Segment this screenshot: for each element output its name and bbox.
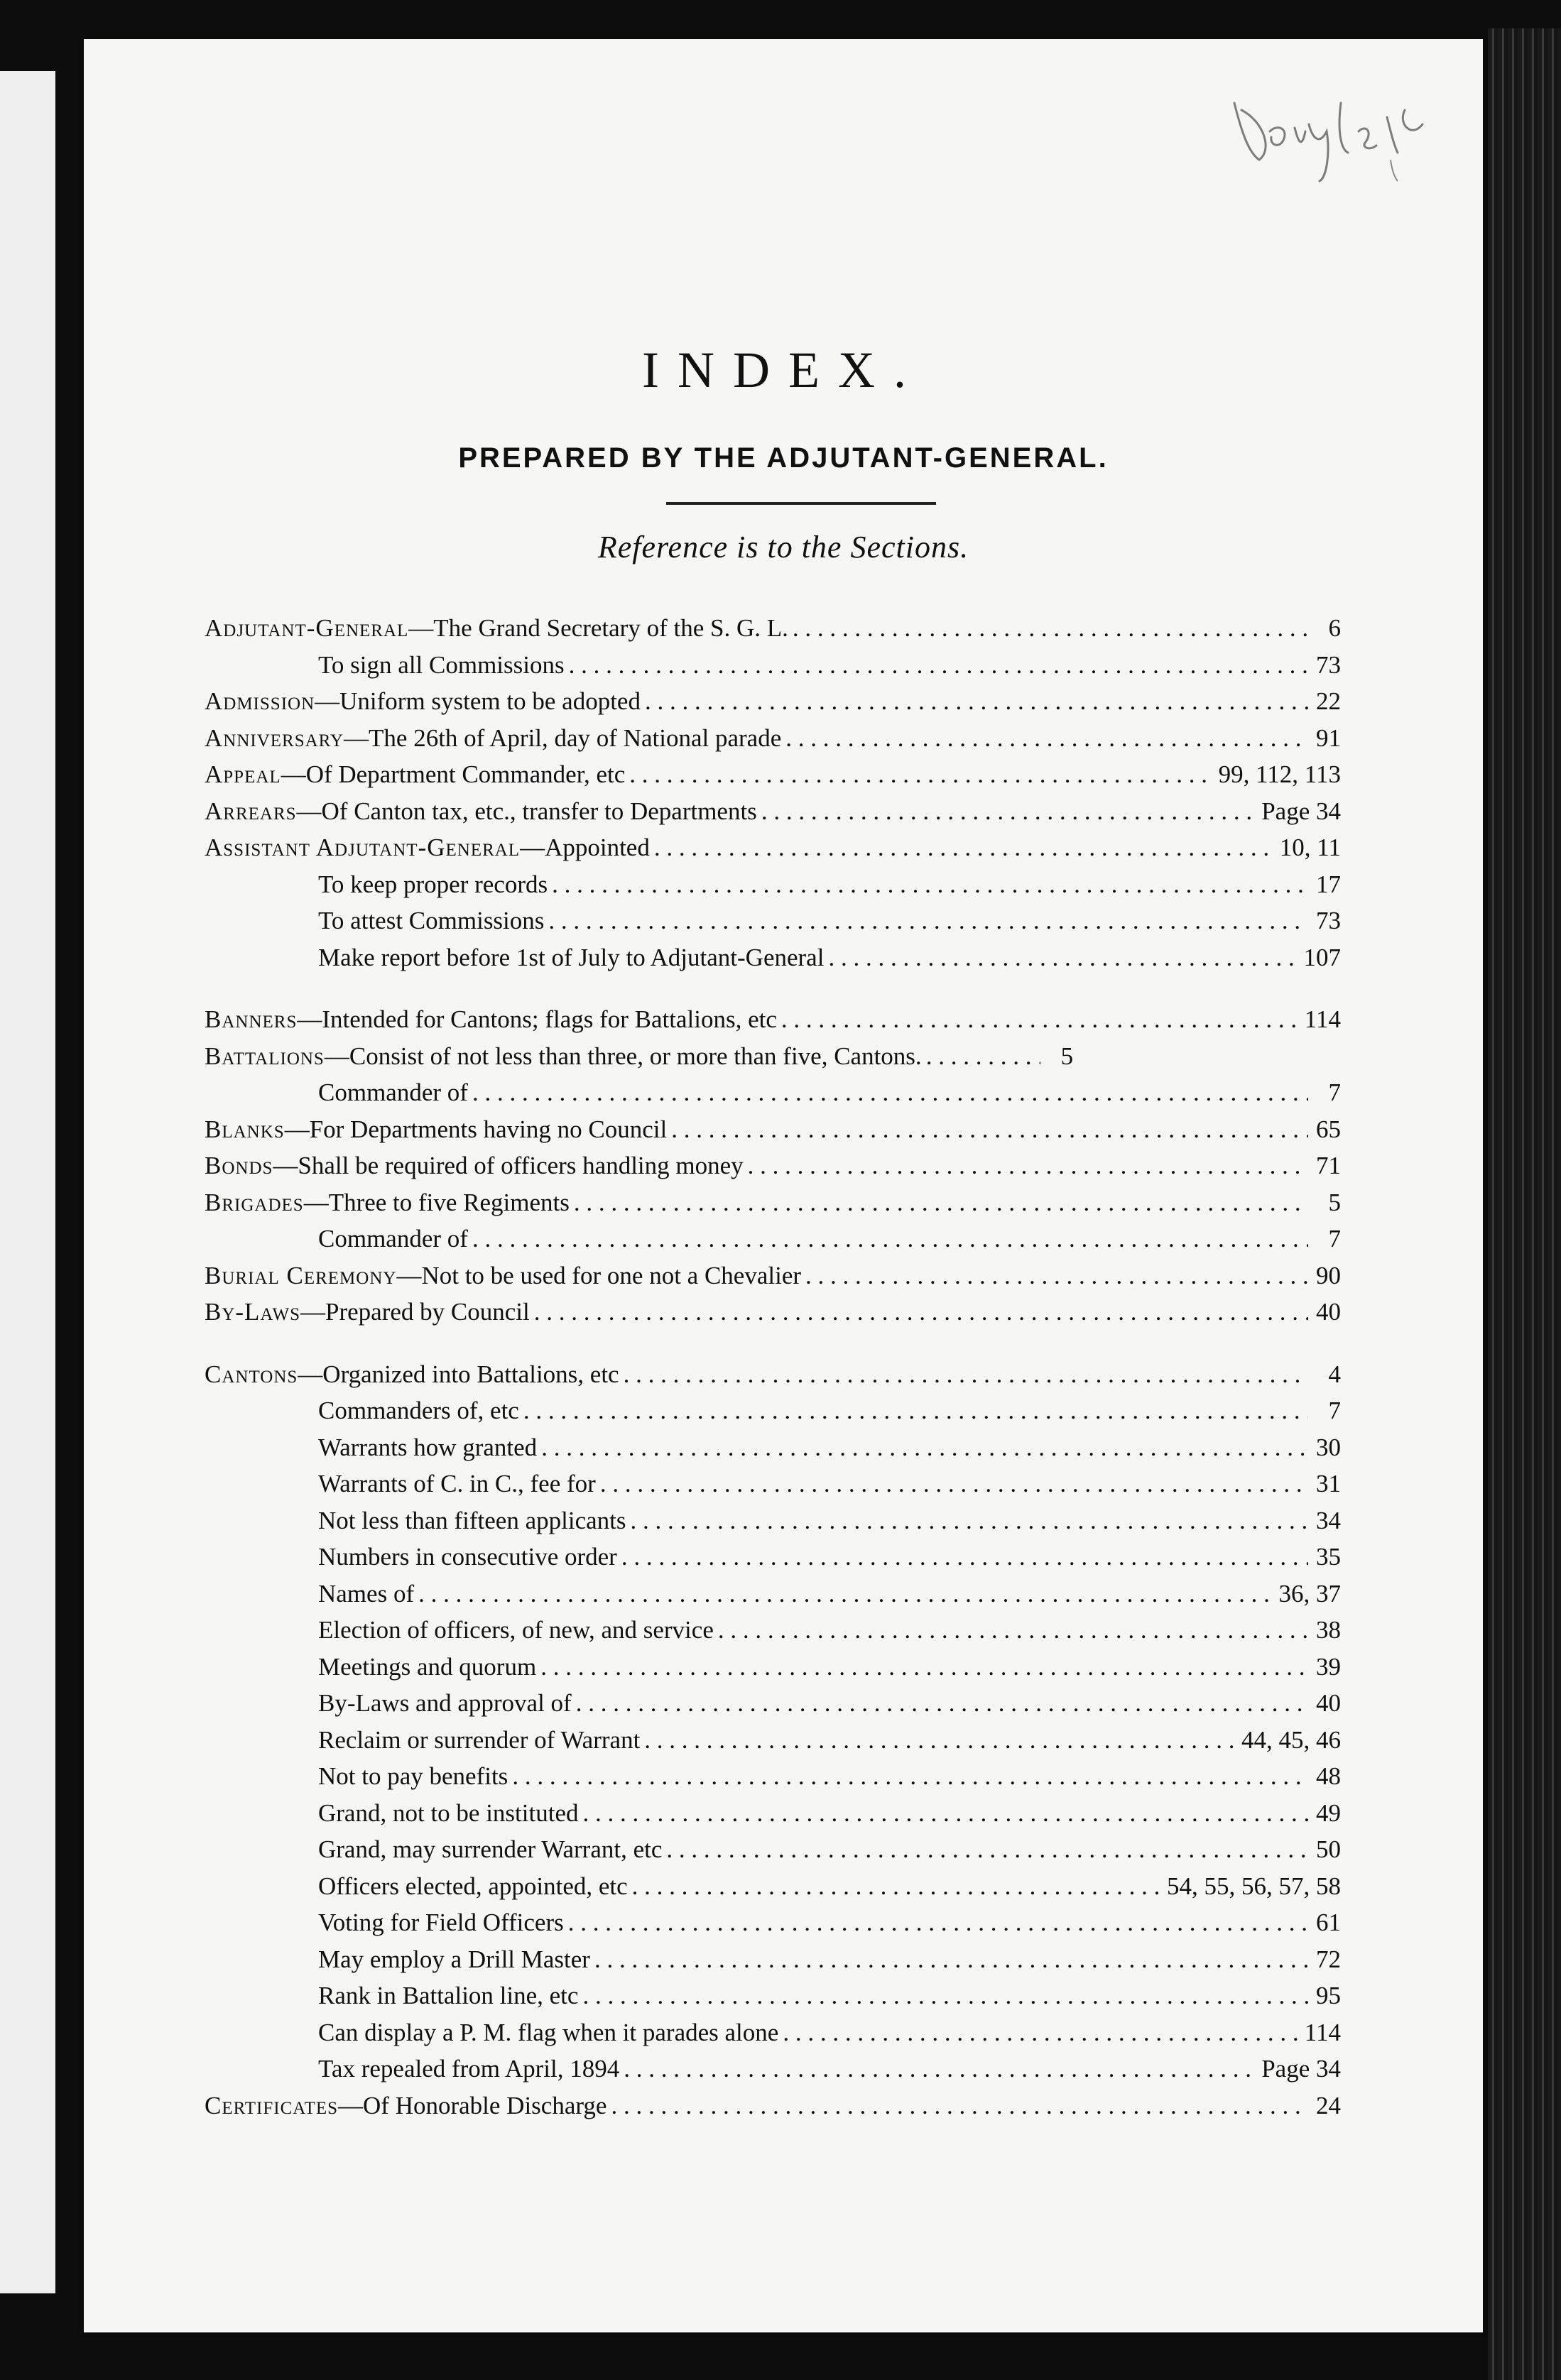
dot-leader <box>534 1298 1308 1326</box>
index-entry <box>205 687 1341 724</box>
dot-leader <box>576 1689 1308 1718</box>
entry-description: Reclaim or surrender of Warrant <box>318 1725 641 1754</box>
dot-leader <box>621 1543 1308 1571</box>
entry-heading: Arrears <box>205 797 297 825</box>
index-subentry <box>205 1689 1341 1726</box>
index-entry <box>205 1005 1341 1042</box>
section-reference: 40 <box>1316 1298 1341 1326</box>
entry-description: —Of Canton tax, etc., transfer to Departments <box>296 797 757 825</box>
section-reference: 24 <box>1316 2091 1341 2119</box>
section-reference: 4 <box>1328 1360 1341 1388</box>
previous-page-edge <box>0 71 55 2293</box>
section-reference: 30 <box>1316 1433 1341 1461</box>
entry-description: To sign all Commissions <box>318 650 565 679</box>
entry-description: Voting for Field Officers <box>318 1909 564 1936</box>
section-reference: 48 <box>1316 1762 1341 1790</box>
dot-leader <box>629 760 1214 789</box>
dot-leader <box>574 1189 1308 1217</box>
index-entry <box>205 614 1341 651</box>
index-entry <box>205 1360 1341 1397</box>
entry-heading: Blanks <box>205 1115 285 1143</box>
book-binding-edge <box>1488 28 1561 2380</box>
entry-description: May employ a Drill Master <box>318 1945 590 1973</box>
index-subentry <box>205 1945 1341 1982</box>
entry-description: —Not to be used for one not a Chevalier <box>396 1261 802 1289</box>
index-subentry <box>205 907 1341 944</box>
index-subentry <box>205 2019 1341 2056</box>
dot-leader <box>793 614 1308 643</box>
section-reference: 38 <box>1316 1616 1341 1644</box>
entry-description: —Uniform system to be adopted <box>315 687 641 715</box>
dot-leader <box>568 1909 1308 1937</box>
section-reference: 54, 55, 56, 57, 58 <box>1167 1872 1341 1900</box>
entry-description: Officers elected, appointed, etc <box>318 1872 628 1900</box>
index-subentry <box>205 1580 1341 1617</box>
book-page <box>84 39 1483 2332</box>
section-reference: 72 <box>1316 1945 1341 1973</box>
index-entry <box>205 1298 1341 1335</box>
dot-leader <box>654 834 1276 862</box>
dot-leader <box>611 2092 1308 2120</box>
section-reference: 95 <box>1316 1982 1341 2009</box>
entry-heading: Bonds <box>205 1152 273 1179</box>
entry-description: Can display a P. M. flag when it parades alone <box>318 2018 779 2046</box>
entry-description: Commanders of, etc <box>318 1397 519 1424</box>
entry-heading: Banners <box>205 1005 298 1033</box>
dot-leader <box>630 1507 1308 1535</box>
entry-description: —Prepared by Council <box>300 1298 530 1326</box>
index-entry <box>205 834 1341 870</box>
section-reference: 39 <box>1316 1652 1341 1681</box>
entry-description: Grand, may surrender Warrant, etc <box>318 1835 663 1863</box>
entry-description: Meetings and quorum <box>318 1652 537 1681</box>
section-reference: Page 34 <box>1261 2055 1341 2082</box>
index-subentry <box>205 944 1341 981</box>
section-reference: 7 <box>1328 1225 1341 1252</box>
section-reference: 40 <box>1316 1689 1341 1717</box>
section-reference: 50 <box>1316 1835 1341 1863</box>
index-list <box>205 614 1341 2128</box>
entry-heading: By-Laws <box>205 1298 300 1326</box>
entry-description: Numbers in consecutive order <box>318 1543 617 1571</box>
dot-leader <box>552 870 1308 899</box>
dot-leader <box>472 1225 1308 1253</box>
dot-leader <box>418 1580 1274 1608</box>
dot-leader <box>926 1042 1040 1071</box>
entry-description: Election of officers, of new, and service <box>318 1616 714 1644</box>
section-reference: 5 <box>1328 1188 1341 1216</box>
dot-leader <box>600 1470 1308 1498</box>
section-reference: 17 <box>1316 870 1341 898</box>
index-subentry <box>205 1397 1341 1434</box>
entry-description: —Of Honorable Discharge <box>338 2091 607 2119</box>
section-reference: 5 <box>1060 1042 1074 1070</box>
entry-heading: Cantons <box>205 1360 298 1388</box>
dot-leader <box>666 1835 1308 1864</box>
entry-description: —Organized into Battalions, etc <box>298 1360 619 1388</box>
title-rule <box>666 502 936 505</box>
entry-description: —Three to five Regiments <box>303 1188 570 1216</box>
index-subentry <box>205 1909 1341 1945</box>
section-reference: 7 <box>1328 1079 1341 1106</box>
entry-description: Commander of <box>318 1225 468 1252</box>
dot-leader <box>828 944 1299 972</box>
section-reference: 73 <box>1316 650 1341 679</box>
dot-leader <box>512 1762 1308 1791</box>
entry-description: Not to pay benefits <box>318 1762 508 1790</box>
index-entry <box>205 2092 1341 2129</box>
entry-heading: Anniversary <box>205 724 344 752</box>
entry-description: —Appointed <box>520 834 650 861</box>
dot-leader <box>781 1005 1300 1034</box>
section-reference: 91 <box>1316 724 1341 752</box>
entry-heading: Admission <box>205 687 315 715</box>
index-subentry <box>205 1726 1341 1763</box>
entry-description: Commander of <box>318 1079 468 1106</box>
dot-leader <box>805 1262 1308 1290</box>
entry-description: —Shall be required of officers handling money <box>273 1152 744 1179</box>
dot-leader <box>671 1115 1308 1144</box>
section-reference: 114 <box>1304 1005 1341 1033</box>
section-reference: 31 <box>1316 1470 1341 1497</box>
section-reference: 107 <box>1303 943 1341 971</box>
section-reference: 44, 45, 46 <box>1241 1725 1341 1754</box>
section-reference: 99, 112, 113 <box>1218 760 1341 788</box>
dot-leader <box>548 907 1308 935</box>
index-entry <box>205 724 1341 761</box>
dot-leader <box>541 1434 1308 1462</box>
entry-description: —The Grand Secretary of the S. G. L. <box>408 614 788 642</box>
dot-leader <box>594 1945 1308 1974</box>
entry-description: Warrants how granted <box>318 1433 538 1461</box>
entry-description: Warrants of C. in C., fee for <box>318 1470 596 1497</box>
index-subentry <box>205 1982 1341 2019</box>
dot-leader <box>783 2019 1300 2047</box>
section-reference: 65 <box>1316 1115 1341 1143</box>
dot-leader <box>645 687 1308 716</box>
entry-heading: Brigades <box>205 1188 304 1216</box>
entry-heading: Assistant Adjutant-General <box>205 834 521 861</box>
section-reference: 73 <box>1316 907 1341 934</box>
section-reference: 71 <box>1316 1152 1341 1179</box>
dot-leader <box>582 1799 1308 1828</box>
dot-leader <box>644 1726 1237 1754</box>
section-reference: 61 <box>1316 1909 1341 1936</box>
index-subentry <box>205 1507 1341 1544</box>
index-subentry <box>205 1872 1341 1909</box>
dot-leader <box>523 1397 1308 1425</box>
index-subentry <box>205 1835 1341 1872</box>
section-reference: 36, 37 <box>1278 1579 1341 1607</box>
index-subentry <box>205 870 1341 907</box>
entry-heading: Certificates <box>205 2091 339 2119</box>
index-entry <box>205 1152 1341 1189</box>
entry-heading: Adjutant-General <box>205 614 409 642</box>
entry-heading: Appeal <box>205 760 281 788</box>
index-subentry <box>205 1434 1341 1470</box>
dot-leader <box>540 1653 1308 1681</box>
entry-description: To keep proper records <box>318 870 548 898</box>
section-reference: 7 <box>1328 1397 1341 1424</box>
section-reference: 35 <box>1316 1543 1341 1571</box>
index-entry <box>205 1115 1341 1152</box>
index-subentry <box>205 1225 1341 1262</box>
index-subentry <box>205 1079 1341 1115</box>
dot-leader <box>761 797 1257 826</box>
index-entry <box>205 797 1341 834</box>
section-reference: 6 <box>1328 614 1341 642</box>
entry-description: Tax repealed from April, 1894 <box>318 2055 620 2082</box>
reference-note: Reference is to the Sections. <box>597 530 969 564</box>
entry-description: To attest Commissions <box>318 907 545 934</box>
entry-heading: Battalions <box>205 1042 325 1070</box>
section-reference: 114 <box>1304 2018 1341 2046</box>
index-entry <box>205 1042 1341 1079</box>
entry-description: Make report before 1st of July to Adjutant-General <box>318 943 825 971</box>
index-subtitle: PREPARED BY THE ADJUTANT-GENERAL. <box>458 442 1109 474</box>
index-subentry <box>205 1799 1341 1836</box>
entry-description: —Consist of not less than three, or more than five, Cantons. <box>324 1042 922 1070</box>
entry-heading: Burial Ceremony <box>205 1261 397 1289</box>
section-reference: 34 <box>1316 1506 1341 1534</box>
index-subentry <box>205 2055 1341 2092</box>
dot-leader <box>748 1152 1308 1180</box>
entry-description: —Of Department Commander, etc <box>281 760 626 788</box>
handwritten-signature <box>1220 82 1440 188</box>
index-entry <box>205 1189 1341 1226</box>
entry-description: —Intended for Cantons; flags for Battalions, etc <box>297 1005 777 1033</box>
index-entry <box>205 760 1341 797</box>
section-reference: 10, 11 <box>1279 834 1341 861</box>
entry-description: Rank in Battalion line, etc <box>318 1982 579 2009</box>
index-subentry <box>205 1762 1341 1799</box>
entry-description: —For Departments having no Council <box>284 1115 668 1143</box>
section-reference: Page 34 <box>1261 797 1341 825</box>
section-reference: 22 <box>1316 687 1341 715</box>
index-subentry <box>205 1543 1341 1580</box>
entry-description: Not less than fifteen applicants <box>318 1506 626 1534</box>
dot-leader <box>624 2055 1257 2083</box>
dot-leader <box>718 1616 1308 1644</box>
entry-description: Grand, not to be instituted <box>318 1798 579 1827</box>
index-subentry <box>205 1470 1341 1507</box>
index-entry <box>205 1262 1341 1299</box>
dot-leader <box>785 724 1308 753</box>
entry-description: —The 26th of April, day of National parade <box>344 724 782 752</box>
index-subentry <box>205 651 1341 688</box>
entry-description: By-Laws and approval of <box>318 1689 572 1717</box>
entry-description: Names of <box>318 1579 415 1607</box>
index-subentry <box>205 1616 1341 1653</box>
section-reference: 49 <box>1316 1798 1341 1827</box>
index-subentry <box>205 1653 1341 1690</box>
dot-leader <box>582 1982 1308 2010</box>
section-reference: 90 <box>1316 1261 1341 1289</box>
dot-leader <box>624 1360 1308 1389</box>
dot-leader <box>472 1079 1308 1107</box>
dot-leader <box>569 651 1308 679</box>
index-title: INDEX. <box>642 342 925 398</box>
dot-leader <box>632 1872 1163 1901</box>
